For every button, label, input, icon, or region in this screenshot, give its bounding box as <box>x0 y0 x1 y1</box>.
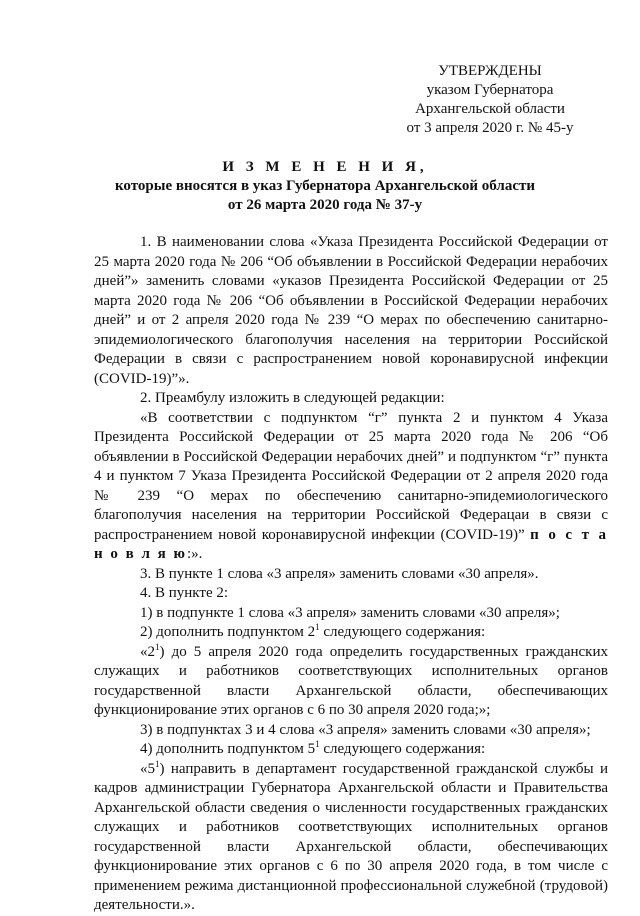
content-2-1-start: «2 <box>140 643 155 660</box>
subitem-2-1-content <box>94 643 608 721</box>
document-heading <box>95 158 555 215</box>
subitem-3: 3) в подпунктах 3 и 4 слова «3 апреля» заменить словами «30 апреля»; <box>140 721 591 738</box>
subitem-5-1-content <box>94 760 608 916</box>
preamble-tail: :». <box>187 546 203 562</box>
approval-stamp <box>390 62 590 138</box>
subitem-2-sup: 1 <box>315 622 320 632</box>
heading-decree-ref: от 26 марта 2020 года № 37-у <box>227 197 423 213</box>
preamble-text: «В соответствии с подпунктом “г” пункта 2 и пунктом 4 Указа Президента Российской Федерации от 25 марта 2020 года № 206 “Об объявлении в Российской Федерации нерабочих дней” и подпунктом “г” пункта 4 и пунктом 7 Указа Президента Российской Федерации от 2 апреля 2020 года № 239 “О мерах по обеспечению санитарно-эпидемиологического благополучия населения на территории Российской Федерацаи в связи с распространением новой коронавирусной инфекции (COVID-19)” <box>94 409 608 543</box>
content-2-1-sup: 1 <box>155 641 160 652</box>
subitem-4-sup: 1 <box>315 739 320 749</box>
subitem-2-tail: следующего содержания: <box>319 624 486 640</box>
paragraph-2: 2. Преамбулу изложить в следующей редакции: <box>140 390 445 406</box>
subitem-2 <box>94 623 608 643</box>
content-5-1-sup: 1 <box>155 758 160 769</box>
paragraph-3: 3. В пункте 1 слова «3 апреля» заменить словами «30 апреля». <box>140 565 539 582</box>
stamp-approved: УТВЕРЖДЕНЫ <box>438 63 542 79</box>
subitem-4-tail: следующего содержания: <box>319 741 486 757</box>
heading-title: И З М Е Н Е Н И Я, <box>222 159 428 175</box>
stamp-date-number: от 3 апреля 2020 г. № 45-у <box>406 120 574 136</box>
paragraph-1: 1. В наименовании слова «Указа Президента Российской Федерации от 25 марта 2020 года № 206 “Об объявлении в Российской Федерации нерабочих дней”» заменить словами «указов Президента Российской Федерации от 25 марта 2020 года № 206 “Об объявлении в Российской Федерации нерабочих дней” и от 2 апреля 2020 года № 239 “О мерах по обеспечению санитарно-эпидемиологического благополучия населения на территории Российской Федерации в связи с распространением новой коронавирусной инфекции (COVID-19)”». <box>94 234 608 387</box>
stamp-region: Архангельской области <box>415 101 565 117</box>
stamp-by-decree: указом Губернатора <box>426 82 554 98</box>
document-body <box>94 233 608 916</box>
subitem-2-text: 2) дополнить подпунктом 2 <box>140 624 316 640</box>
preamble-resolve-word: п о с т а н о в л я ю <box>94 526 608 562</box>
subitem-4 <box>94 740 608 760</box>
content-2-1-text: ) до 5 апреля 2020 года определить государственных гражданских служащих и работников соответствующих исполнительных органов государственной власти Архангельской области, обеспечивающих функционирование этих органов с 6 по 30 апреля 2020 года;»; <box>94 643 608 718</box>
content-5-1-start: «5 <box>140 760 155 777</box>
paragraph-4: 4. В пункте 2: <box>140 585 229 601</box>
subitem-1: 1) в подпункте 1 слова «3 апреля» заменить словами «30 апреля»; <box>140 604 560 621</box>
content-5-1-text: ) направить в департамент государственной гражданской службы и кадров администрации Губернатора Архангельской области и Правительства Архангельской области сведения о численности государственных гражданских служащих и работников соответствующих исполнительных органов государственной власти Архангельской области, обеспечивающих функционирование этих органов с 6 по 30 апреля 2020 года, в том числе с применением режима дистанционной профессиональной служебной (трудовой) деятельности.». <box>94 760 608 913</box>
subitem-4-text: 4) дополнить подпунктом 5 <box>140 741 316 757</box>
paragraph-preamble <box>94 409 608 565</box>
heading-subtitle: которые вносятся в указ Губернатора Архангельской области <box>114 178 536 194</box>
